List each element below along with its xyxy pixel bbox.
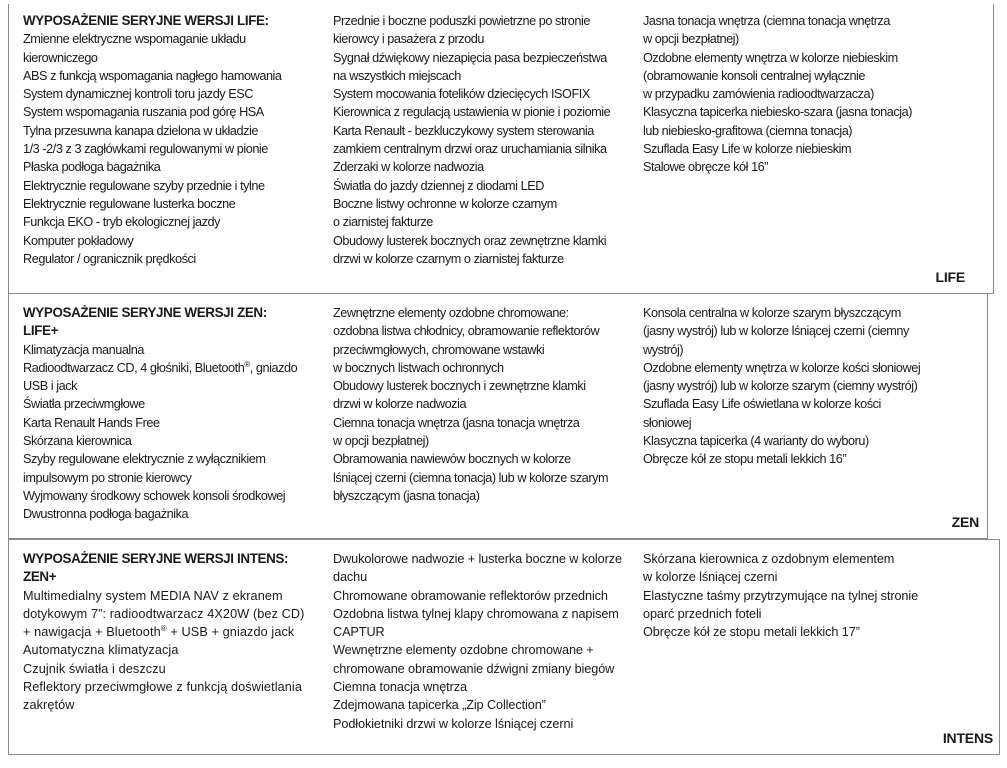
list-item-text: + USB + gniazdo jack [166,625,295,640]
list-item: Ozdobna listwa tylnej klapy chromowana z napisem [333,606,619,621]
list-item: (jasny wystrój) lub w kolorze lśniącej czerni (ciemny [643,324,909,339]
list-item-text: Radioodtwarzacz CD, 4 głośniki, Bluetooth [23,360,245,375]
life-column-1 [23,12,323,268]
list-item: lśniącej czerni (ciemna tonacja) lub w kolorze szarym [333,470,609,485]
list-item: Światła przeciwmgłowe [23,397,145,412]
intens-heading-base: ZEN+ [23,569,57,585]
list-item: Czujnik światła i deszczu [23,661,166,676]
life-column-2 [333,12,633,268]
list-item: Klasyczna tapicerka niebiesko-szara (jasna tonacja) [643,105,913,120]
intens-heading: WYPOSAŻENIE SERYJNE WERSJI INTENS: [23,551,289,566]
list-item: przeciwmgłowych, chromowane wstawki [333,342,545,357]
list-item: Obudowy lusterek bocznych i zewnętrzne klamki [333,379,586,394]
list-item: System wspomagania ruszania pod górę HSA [23,105,264,120]
list-item: Dwukolorowe nadwozie + lusterka boczne w kolorze [333,552,622,566]
list-item: błyszczącym (jasna tonacja) [333,488,480,503]
list-item: Przednie i boczne poduszki powietrzne po stronie [333,14,590,28]
registered-mark: ® [160,623,167,633]
list-item: Chromowane obramowanie reflektorów przednich [333,588,608,603]
intens-column-3 [643,550,943,641]
zen-heading: WYPOSAŻENIE SERYJNE WERSJI ZEN: [23,305,267,320]
zen-column-3 [643,304,943,469]
list-item: Wewnętrzne elementy ozdobne chromowane + [333,643,594,658]
list-item: Ciemna tonacja wnętrza [333,680,467,695]
list-item: w kolorze lśniącej czerni [643,570,778,585]
list-item: Skórzana kierownica [23,434,132,449]
list-item: zamkiem centralnym drzwi oraz uruchamiania silnika [333,142,607,157]
life-section [8,4,994,294]
list-item: Szuflada Easy Life w kolorze niebieskim [643,142,852,157]
list-item: USB i jack [23,379,78,394]
list-item: Podłokietniki drzwi w kolorze lśniącej czerni [333,716,574,731]
list-item: drzwi w kolorze nadwozia [333,397,467,412]
list-item: Zderzaki w kolorze nadwozia [333,160,484,175]
list-item: Klimatyzacja manualna [23,342,145,357]
list-item: słoniowej [643,415,692,430]
list-item: lub niebiesko-grafitowa (ciemna tonacja) [643,123,853,138]
list-item [23,359,323,377]
list-item: Reflektory przeciwmgłowe z funkcją doświetlania [23,680,303,695]
list-item: Karta Renault - bezkluczykowy system sterowania [333,123,594,138]
list-item: 1/3 -2/3 z 3 zagłówkami regulowanymi w pionie [23,142,268,157]
list-item: Wyjmowany środkowy schowek konsoli środkowej [23,488,286,503]
list-item: na wszystkich miejscach [333,68,461,83]
list-item: Zewnętrzne elementy ozdobne chromowane: [333,306,569,320]
zen-column-1 [23,304,323,524]
list-item: Karta Renault Hands Free [23,415,160,430]
list-item: Zmienne elektryczne wspomaganie układu [23,32,246,47]
list-item: Obramowania nawiewów bocznych w kolorze [333,452,571,467]
list-item: Stalowe obręcze kół 16” [643,160,769,175]
list-item: Komputer pokładowy [23,233,134,248]
list-item: Obudowy lusterek bocznych oraz zewnętrzne klamki [333,233,607,248]
list-item: w opcji bezpłatnej) [333,434,429,449]
list-item: ozdobna listwa chłodnicy, obramowanie reflektorów [333,324,600,339]
list-item-text: + nawigacja + Bluetooth [23,625,161,640]
zen-heading-base: LIFE+ [23,323,59,339]
life-version-tag: LIFE [935,269,965,285]
list-item: impulsowym po stronie kierowcy [23,470,192,485]
list-item: w opcji bezpłatnej) [643,32,739,47]
list-item: Klasyczna tapicerka (4 warianty do wyboru) [643,434,869,449]
list-item: Obręcze kół ze stopu metali lekkich 16” [643,452,847,467]
list-item: CAPTUR [333,625,385,640]
list-item: (jasny wystrój) lub w kolorze szarym (ciemny wystrój) [643,379,918,394]
intens-column-1 [23,550,323,715]
list-item: oparć przednich foteli [643,606,762,621]
registered-mark: ® [244,359,250,369]
list-item: dachu [333,570,368,585]
list-item: Multimedialny system MEDIA NAV z ekranem [23,588,283,603]
list-item: Ozdobne elementy wnętrza w kolorze kości słoniowej [643,360,921,375]
list-item: Płaska podłoga bagażnika [23,160,161,175]
list-item: Ozdobne elementy wnętrza w kolorze niebieskim [643,50,898,65]
list-item: Boczne listwy ochronne w kolorze czarnym [333,196,557,211]
list-item: w bocznych listwach ochronnych [333,360,504,375]
list-item: Konsola centralna w kolorze szarym błyszczącym [643,306,901,320]
list-item: dotykowym 7”: radioodtwarzacz 4X20W (bez CD) [23,606,305,621]
list-item-text: , gniazdo [249,360,298,375]
zen-section [8,294,988,539]
list-item: kierowniczego [23,50,98,65]
list-item: Dwustronna podłoga bagażnika [23,507,189,522]
list-item: Funkcja EKO - tryb ekologicznej jazdy [23,215,221,230]
list-item: System dynamicznej kontroli toru jazdy ESC [23,87,254,102]
intens-column-2 [333,550,633,733]
intens-section [8,539,1000,755]
life-heading: WYPOSAŻENIE SERYJNE WERSJI LIFE: [23,13,269,28]
list-item: System mocowania fotelików dziecięcych ISOFIX [333,87,590,102]
life-column-3 [643,12,943,177]
list-item: o ziarnistej fakturze [333,215,433,230]
list-item: ABS z funkcją wspomagania nagłego hamowania [23,68,282,83]
list-item: zakrętów [23,698,75,713]
list-item: kierowcy i pasażera z przodu [333,32,484,47]
list-item: Regulator / ogranicznik prędkości [23,251,196,266]
list-item: Elastyczne taśmy przytrzymujące na tylnej stronie [643,588,919,603]
zen-column-2 [333,304,633,505]
list-item: Szuflada Easy Life oświetlana w kolorze kości [643,397,881,412]
list-item: Kierownica z regulacją ustawienia w pionie i poziomie [333,105,611,120]
list-item: Jasna tonacja wnętrza (ciemna tonacja wnętrza [643,14,891,28]
list-item [23,623,323,641]
list-item: Skórzana kierownica z ozdobnym elementem [643,552,895,566]
zen-version-tag: ZEN [951,514,979,530]
intens-version-tag: INTENS [942,730,993,746]
list-item: Tylna przesuwna kanapa dzielona w układzie [23,123,259,138]
list-item: Szyby regulowane elektrycznie z wyłącznikiem [23,452,266,467]
list-item: chromowane obramowanie dźwigni zmiany biegów [333,661,615,676]
list-item: Światła do jazdy dziennej z diodami LED [333,178,544,193]
list-item: Zdejmowana tapicerka „Zip Collection” [333,698,546,713]
list-item: Sygnał dźwiękowy niezapięcia pasa bezpieczeństwa [333,50,607,65]
list-item: Automatyczna klimatyzacja [23,643,179,658]
list-item: Elektrycznie regulowane lusterka boczne [23,196,236,211]
list-item: wystrój) [643,342,684,357]
list-item: (obramowanie konsoli centralnej wyłącznie [643,68,866,83]
list-item: Elektrycznie regulowane szyby przednie i tylne [23,178,265,193]
list-item: drzwi w kolorze czarnym o ziarnistej fakturze [333,251,564,266]
list-item: Obręcze kół ze stopu metali lekkich 17” [643,625,860,640]
list-item: w przypadku zamówienia radioodtwarzacza) [643,87,874,102]
list-item: Ciemna tonacja wnętrza (jasna tonacja wnętrza [333,415,580,430]
